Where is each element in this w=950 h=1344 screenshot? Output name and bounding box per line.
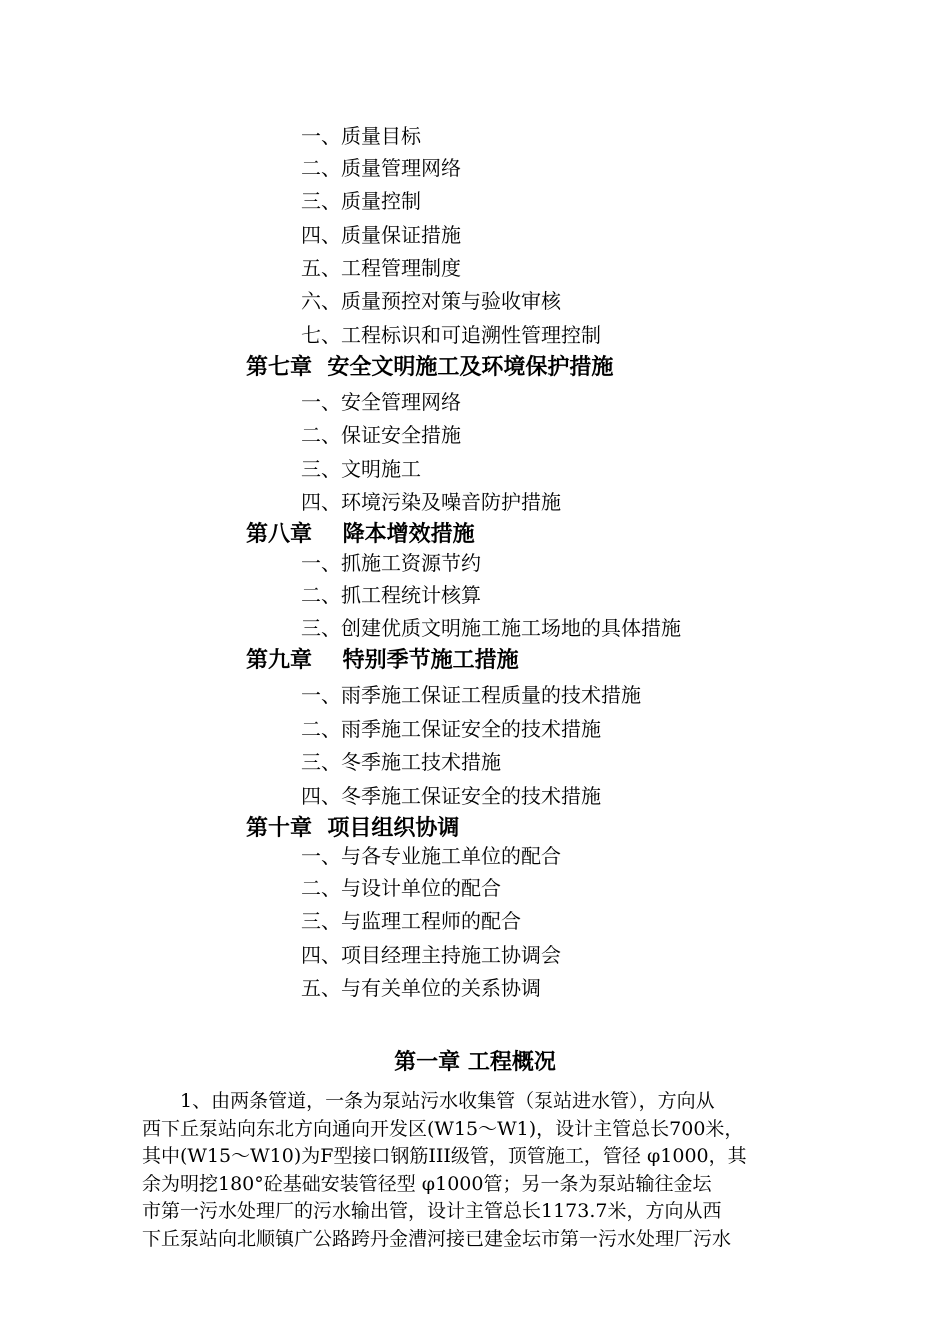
toc-item: 三、与监理工程师的配合 [301,909,521,933]
toc-item: 三、冬季施工技术措施 [301,750,501,774]
chapter-heading: 第十章 项目组织协调 [246,816,460,841]
paragraph-line: 市第一污水处理厂的污水输出管，设计主管总长1173.7米，方向从西 [142,1200,722,1222]
toc-item: 六、质量预控对策与验收审核 [301,289,561,313]
toc-item: 二、与设计单位的配合 [301,876,501,900]
toc-item: 七、工程标识和可追溯性管理控制 [301,323,601,347]
toc-item: 三、创建优质文明施工施工场地的具体措施 [301,616,681,640]
toc-item: 一、与各专业施工单位的配合 [301,844,561,868]
toc-item: 一、质量目标 [301,124,421,148]
toc-item: 三、质量控制 [301,189,421,213]
toc-item: 一、雨季施工保证工程质量的技术措施 [301,683,641,707]
toc-item: 一、抓施工资源节约 [301,551,481,575]
paragraph-line: 余为明挖180°砼基础安装管径型 φ1000管；另一条为泵站输往金坛 [142,1172,712,1195]
paragraph-line: 其中(W15～W10)为F型接口钢筋III级管，顶管施工，管径 φ1000，其 [142,1145,747,1167]
paragraph-line: 西下丘泵站向东北方向通向开发区(W15～W1)，设计主管总长700米， [142,1117,744,1140]
chapter-heading: 第八章 降本增效措施 [246,522,475,547]
toc-item: 四、质量保证措施 [301,223,461,247]
toc-item: 五、工程管理制度 [301,256,461,280]
toc-item: 二、抓工程统计核算 [301,583,481,607]
toc-item: 三、文明施工 [301,457,421,481]
toc-item: 一、安全管理网络 [301,390,461,414]
toc-item: 五、与有关单位的关系协调 [301,976,541,1000]
toc-item: 四、环境污染及噪音防护措施 [301,490,561,514]
toc-item: 二、雨季施工保证安全的技术措施 [301,717,601,741]
section-title: 第一章 工程概况 [394,1050,556,1075]
paragraph-line: 1、由两条管道，一条为泵站污水收集管（泵站进水管），方向从 [142,1090,715,1112]
toc-item: 四、项目经理主持施工协调会 [301,943,561,967]
chapter-heading: 第七章 安全文明施工及环境保护措施 [246,355,614,380]
paragraph-line: 下丘泵站向北顺镇广公路跨丹金漕河接已建金坛市第一污水处理厂污水 [142,1227,732,1250]
toc-item: 二、质量管理网络 [301,156,461,180]
body-paragraph [142,1088,835,1253]
chapter-heading: 第九章 特别季节施工措施 [246,648,519,673]
toc-item: 四、冬季施工保证安全的技术措施 [301,784,601,808]
toc-item: 二、保证安全措施 [301,423,461,447]
